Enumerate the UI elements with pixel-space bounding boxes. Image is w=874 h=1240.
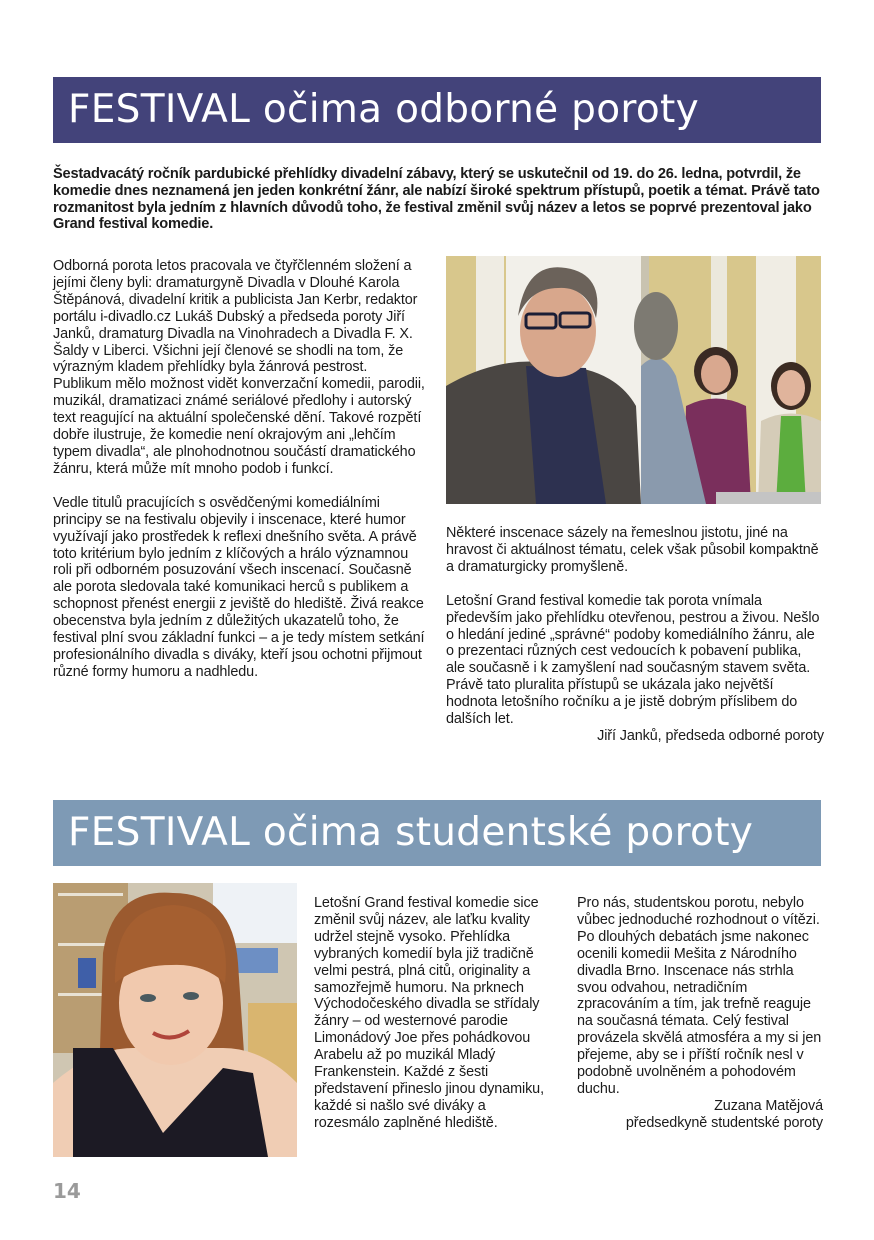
student-article-column-1 [314,895,554,1132]
lead-paragraph: Šestadvacátý ročník pardubické přehlídky divadelní zábavy, který se uskutečnil od 19. do 26. ledna, potvrdil, že komedie dnes neznamená jen jeden konkrétní žánr, ale nabízí široké spektrum přístupů, poetik a témat. Právě tato rozmanitost byla jedním z hlavních důvodů toho, že festival změnil svůj název a letos se poprvé prezentoval jako Grand festival komedie. [53,166,820,233]
jury-signature: Jiří Janků, předseda odborné poroty [597,727,824,744]
jury-paragraph: Vedle titulů pracujících s osvědčenými komediálními principy se na festivalu objevily i inscenace, které humor využívají jako prostředek k reflexi dnešního světa. A právě toto kritérium bylo jedním z klíčových a hrálo významnou roli při odborném posuzování všech inscenací. Současně ale porota sledovala také komunikaci herců s publikem a schopnost přenést energii z jeviště do hlediště. Živá reakce obecenstva byla jedním z důležitých ukazatelů toho, že festival plní svou základní funkci – a je tedy místem setkání profesionálního divadla s diváky, kteří jsou ochotni přijmout různé formy humoru a nadhledu. [53,494,425,680]
student-chair-photo [53,883,297,1157]
student-paragraph: Letošní Grand festival komedie sice změnil svůj název, ale laťku kvality udržel stejně vysoko. Přehlídka vybraných komedií byla již tradičně velmi pestrá, plná citů, originality a samozřejmě humoru. Na prknech Východočeského divadla se střídaly žánry – od westernové parodie Limonádový Joe přes pohádkovou Arabelu až po muzikál Mladý Frankenstein. Každé z šesti představení přineslo jinou dynamiku, každé si našlo své diváky a rozesmálo zaplněné hlediště. [314,895,544,1131]
jury-photo-illustration [446,256,821,504]
student-signature-name: Zuzana Matějová [714,1097,823,1114]
jury-article-left-column [53,258,425,681]
section-title-students: FESTIVAL očima studentské poroty [53,800,821,866]
student-article-column-2 [577,895,823,1132]
student-paragraph: Pro nás, studentskou porotu, nebylo vůbec jednoduché rozhodnout o vítězi. Po dlouhých debatách jsme nakonec ocenili komedii Mešita z Národního divadla Brno. Inscenace nás strhla svou odvahou, netradičním zpracováním a tím, jak trefně reaguje na současná témata. Celý festival provázela skvělá atmosféra a my si jen přejeme, aby se i příští ročník nesl v podobně uvolněném a pohodovém duchu. [577,895,822,1097]
jury-chair-photo [446,256,821,504]
page-number: 14 [53,1179,81,1203]
student-signature-role: předsedkyně studentské poroty [625,1114,823,1131]
jury-paragraph: Některé inscenace sázely na řemeslnou jistotu, jiné na hravost či aktuálnost tématu, celek však působil kompaktně a dramaturgicky promyšleně. [446,525,819,575]
section-title-jury: FESTIVAL očima odborné poroty [53,77,821,143]
student-photo-illustration [53,883,297,1157]
jury-paragraph: Letošní Grand festival komedie tak porota vnímala především jako přehlídku otevřenou, pestrou a živou. Nešlo o hledání jediné „správné“ podoby komediálního žánru, ale o prezentaci různých cest vedoucích k pobavení publika, ale současně i k zamyšlení nad současným stavem světa. Právě tato pluralita přístupů se ukázala jako největší hodnota letošního ročníku a je jistě dobrým příslibem do dalších let. [446,592,820,728]
jury-paragraph: Odborná porota letos pracovala ve čtyřčlenném složení a jejími členy byli: dramaturgyně Divadla v Dlouhé Karola Štěpánová, divadelní kritik a publicista Jan Kerbr, redaktor portálu i-divadlo.cz Lukáš Dubský a předseda poroty Jiří Janků, dramaturg Divadla na Vinohradech a Divadla F. X. Šaldy v Liberci. Všichni její členové se shodli na tom, že výrazným kladem přehlídky byla žánrová pestrost. Publikum mělo možnost vidět konverzační komedii, parodii, muzikál, dramatizaci známé seriálové předlohy i autorský text reagující na aktuální společenské dění. Takové rozpětí dobře ilustruje, že komedie není okrajovým ani „lehčím typem divadla“, ale plnohodnotnou součástí dramatického žánru, která může mít mnoho podob i funkcí. [53,258,425,477]
jury-article-right-column [446,525,824,745]
